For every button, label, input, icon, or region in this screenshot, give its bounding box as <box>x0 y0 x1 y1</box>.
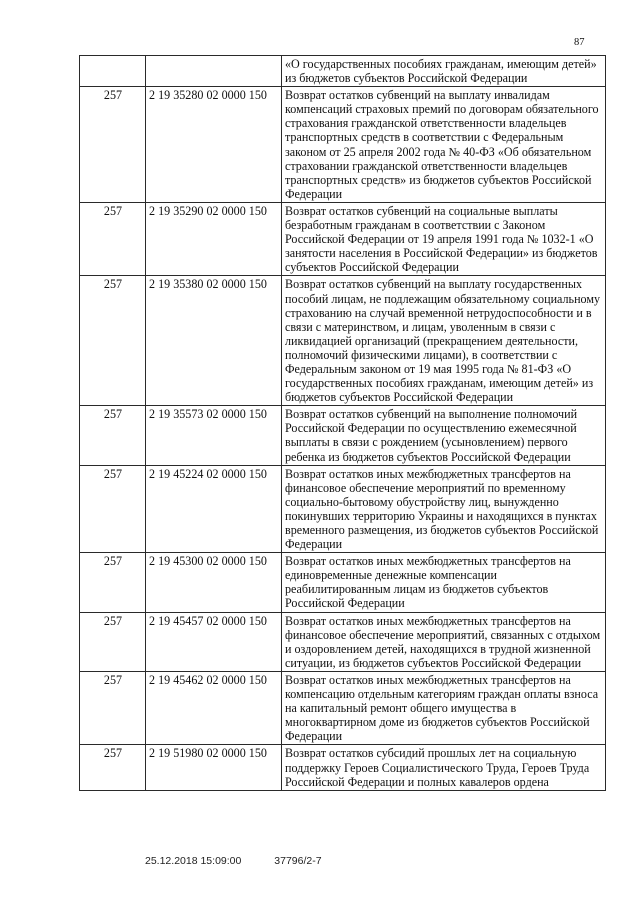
table-row <box>80 202 606 275</box>
description-cell: Возврат остатков субвенций на выплату государственных пособий лицам, не подлежащим обязательному социальному страхованию на случай временной нетрудоспособности и в связи с материнством, и лицам, уволенным в связи с ликвидацией организаций (прекращением деятельности, полномочий физическими лицами), в соответствии с Федеральным законом от 19 мая 1995 года № 81-ФЗ «О государственных пособиях гражданам, имеющим детей» из бюджетов субъектов Российской Федерации <box>282 276 606 406</box>
admin-code-cell: 257 <box>80 87 146 203</box>
budget-code-cell: 2 19 35573 02 0000 150 <box>146 406 282 465</box>
budget-code-cell: 2 19 35280 02 0000 150 <box>146 87 282 203</box>
admin-code-cell: 257 <box>80 745 146 790</box>
budget-code-cell: 2 19 35290 02 0000 150 <box>146 202 282 275</box>
admin-code-cell: 257 <box>80 276 146 406</box>
budget-classification-table <box>79 55 606 791</box>
admin-code-cell: 257 <box>80 465 146 553</box>
description-cell: Возврат остатков иных межбюджетных трансфертов на компенсацию отдельным категориям граждан оплаты взноса на капитальный ремонт общего имущества в многоквартирном доме из бюджетов субъектов Российской Федерации <box>282 671 606 744</box>
table-row <box>80 671 606 744</box>
admin-code-cell: 257 <box>80 202 146 275</box>
footer-document-id: 37796/2-7 <box>274 855 322 867</box>
table-row <box>80 553 606 612</box>
budget-code-cell: 2 19 45224 02 0000 150 <box>146 465 282 553</box>
document-footer <box>145 855 352 867</box>
table-body <box>80 56 606 791</box>
table-row <box>80 276 606 406</box>
admin-code-cell: 257 <box>80 553 146 612</box>
budget-code-cell: 2 19 35380 02 0000 150 <box>146 276 282 406</box>
table-row <box>80 465 606 553</box>
table-row <box>80 56 606 87</box>
table-row <box>80 745 606 790</box>
page-number: 87 <box>574 37 585 48</box>
description-cell: Возврат остатков субвенций на выполнение полномочий Российской Федерации по осуществлению ежемесячной выплаты в связи с рождением (усыновлением) первого ребенка из бюджетов субъектов Российской Федерации <box>282 406 606 465</box>
description-cell: Возврат остатков субвенций на выплату инвалидам компенсаций страховых премий по договорам обязательного страхования гражданской ответственности владельцев транспортных средств в соответствии с Федеральным законом от 25 апреля 2002 года № 40-ФЗ «Об обязательном страховании гражданской ответственности владельцев транспортных средств» из бюджетов субъектов Российской Федерации <box>282 87 606 203</box>
description-cell: Возврат остатков иных межбюджетных трансфертов на финансовое обеспечение мероприятий по временному социально-бытовому обустройству лиц, вынужденно покинувших территорию Украины и находящихся в пунктах временного размещения, из бюджетов субъектов Российской Федерации <box>282 465 606 553</box>
footer-timestamp: 25.12.2018 15:09:00 <box>145 855 242 867</box>
description-cell: Возврат остатков иных межбюджетных трансфертов на единовременные денежные компенсации реабилитированным лицам из бюджетов субъектов Российской Федерации <box>282 553 606 612</box>
budget-code-cell: 2 19 51980 02 0000 150 <box>146 745 282 790</box>
admin-code-cell: 257 <box>80 671 146 744</box>
budget-code-cell: 2 19 45462 02 0000 150 <box>146 671 282 744</box>
admin-code-cell <box>80 56 146 87</box>
table-row <box>80 612 606 671</box>
admin-code-cell: 257 <box>80 612 146 671</box>
table-row <box>80 406 606 465</box>
budget-code-cell <box>146 56 282 87</box>
description-cell: Возврат остатков иных межбюджетных трансфертов на финансовое обеспечение мероприятий, связанных с отдыхом и оздоровлением детей, находящихся в трудной жизненной ситуации, из бюджетов субъектов Российской Федерации <box>282 612 606 671</box>
table-row <box>80 87 606 203</box>
description-cell: «О государственных пособиях гражданам, имеющим детей» из бюджетов субъектов Российской Федерации <box>282 56 606 87</box>
description-cell: Возврат остатков субвенций на социальные выплаты безработным гражданам в соответствии с Законом Российской Федерации от 19 апреля 1991 года № 1032-1 «О занятости населения в Российской Федерации» из бюджетов субъектов Российской Федерации <box>282 202 606 275</box>
budget-code-cell: 2 19 45457 02 0000 150 <box>146 612 282 671</box>
budget-code-cell: 2 19 45300 02 0000 150 <box>146 553 282 612</box>
admin-code-cell: 257 <box>80 406 146 465</box>
description-cell: Возврат остатков субсидий прошлых лет на социальную поддержку Героев Социалистического Труда, Героев Труда Российской Федерации и полных кавалеров ордена <box>282 745 606 790</box>
